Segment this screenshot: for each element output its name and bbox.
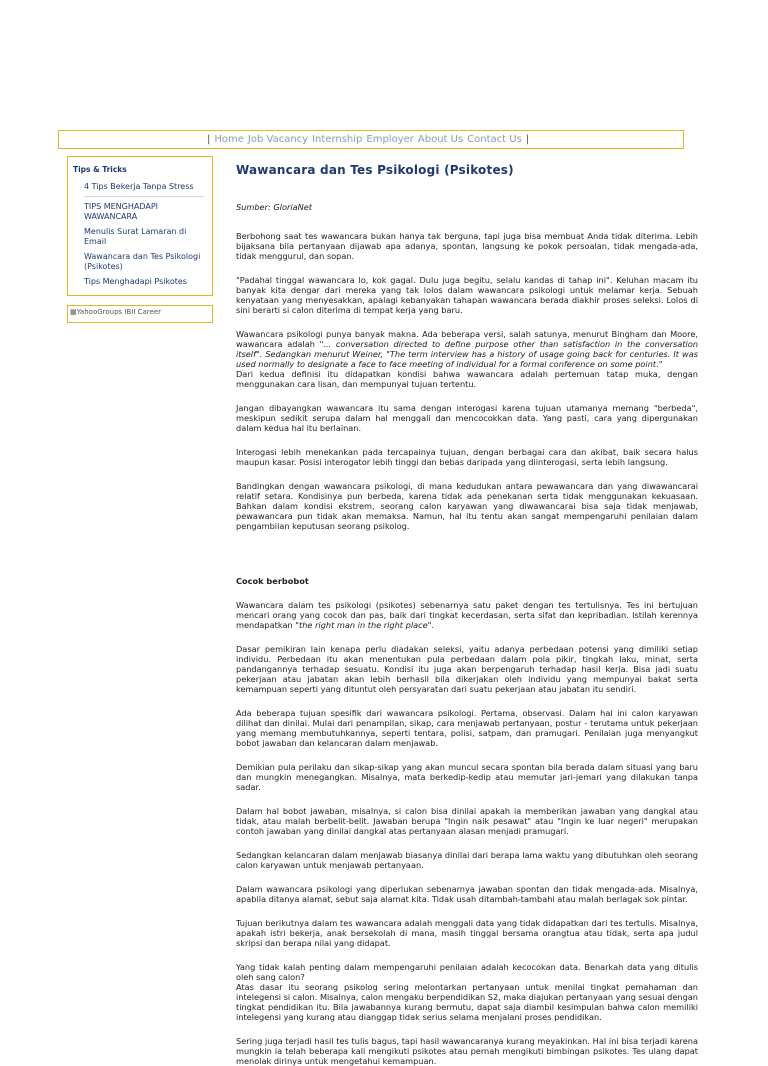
sidebar-tips-tricks	[67, 156, 213, 296]
text-span: Atas dasar itu seorang psikolog sering melontarkan pertanyaan untuk menilai tingkat pemahaman dan intelegensi si calon. Misalnya, calon mengaku berpendidikan S2, maka diajukan pertanyaan yang sesuai dengan tingkat pendidikan itu. Bila jawabannya kurang bermutu, dapat saja diambil kesimpulan bahwa calon memiliki intelegensi yang kurang atau dianggap tidak serius selama menjalani proses pendidikan.	[236, 982, 698, 1022]
yahoogroups-banner[interactable]	[67, 305, 213, 323]
sidebar-divider	[84, 196, 204, 197]
nav-link-about-us[interactable]: About Us	[417, 134, 464, 145]
article-paragraph: "Padahal tinggal wawancara lo, kok gagal. Dulu juga begitu, selalu kandas di tahap ini". Keluhan macam itu banyak kita dengar dari mereka yang tak lolos dalam wawancara psikologi untuk melamar kerja. Sebuah kenyataan yang menyesakkan, apalagi kebanyakan tahapan wawancara berada diakhir proses seleksi. Lolos di sini berarti si calon diterima di tempat kerja yang baru.	[236, 275, 698, 315]
article-paragraph: Dasar pemikiran lain kenapa perlu diadakan seleksi, yaitu adanya perbedaan potensi yang dimiliki setiap individu. Perbedaan itu akan menentukan pula perbedaan dalam pola pikir, tingkah laku, minat, serta pandangannya terhadap sesuatu. Kondisi itu juga akan berpengaruh terhadap hasil kerja. Bisa jadi suatu pekerjaan atau jabatan akan lebih berhasil bila dikerjakan oleh individu yang mempunyai bakat serta kemampuan seperti yang dituntut oleh persyaratan dari suatu pekerjaan atau jabatan itu sendiri.	[236, 644, 698, 694]
banner-alt-text: YahooGroups IBII Career	[76, 308, 162, 316]
quote-italic: the right man in the right place	[299, 620, 428, 630]
article-paragraph: Bandingkan dengan wawancara psikologi, di mana kedudukan antara pewawancara dan yang diwawancarai relatif setara. Kondisinya pun berbeda, karena tidak ada penekanan serta tidak menggunakan kekuasaan. Bahkan dalam kondisi ekstrem, seorang calon karyawan yang diwawancarai bisa saja tidak menjawab, pewawancara pun tidak akan memaksa. Namun, hal itu tentu akan sangat mempengaruhi penilaian dalam pengambilan keputusan seorang psikolog.	[236, 481, 698, 531]
broken-image-icon: ▦	[70, 308, 77, 316]
text-span: ".	[427, 620, 435, 630]
text-span: Dari kedua definisi itu didapatkan kondisi bahwa wawancara adalah pertemuan tatap muka, dengan menggunakan cara lisan, dan mempunyai tujuan tertentu.	[236, 369, 698, 389]
article-source: Sumber: GloriaNet	[236, 202, 312, 212]
article	[236, 165, 698, 1066]
nav-link-employer[interactable]: Employer	[366, 134, 414, 145]
nav-divider: |	[207, 134, 211, 145]
nav-link-home[interactable]: Home	[214, 134, 244, 145]
article-paragraph: Ada beberapa tujuan spesifik dari wawancara psikologi. Pertama, observasi. Dalam hal ini calon karyawan dilihat dan dinilai. Mulai dari penampilan, sikap, cara menjawab pertanyaan, postur - terutama untuk pekerjaan yang memang membutuhkannya, seperti tentara, polisi, satpam, dan pramugari. Penilaian juga menyangkut bobot jawaban dan kelancaran dalam menjawab.	[236, 708, 698, 748]
article-paragraph: Interogasi lebih menekankan pada tercapainya tujuan, dengan berbagai cara dan akibat, baik secara halus maupun kasar. Posisi interogator lebih tinggi dan bebas daripada yang diinterogasi, serta lebih langsung.	[236, 447, 698, 467]
nav-link-contact-us[interactable]: Contact Us	[467, 134, 522, 145]
article-subheading: Cocok berbobot	[236, 576, 309, 586]
sidebar-item-4-tips[interactable]: 4 Tips Bekerja Tanpa Stress	[84, 182, 194, 191]
text-span: Wawancara dalam tes psikologi (psikotes) sebenarnya satu paket dengan tes tertulisnya. Tes ini bertujuan mencari orang yang cocok dan pas, baik dari tingkat kecerdasan, serta sifat dan kepribadian. Istilah kerennya mendapatkan "	[236, 600, 698, 630]
article-paragraph: Dalam wawancara psikologi yang diperlukan sebenarnya jawaban spontan dan tidak mengada-ada. Misalnya, apabila ditanya alamat, sebut saja alamat kita. Tidak usah ditambah-tambahi atau malah berlagak sok pintar.	[236, 884, 698, 904]
article-paragraph: Berbohong saat tes wawancara bukan hanya tak berguna, tapi juga bisa membuat Anda tidak diterima. Lebih bijaksana bila pertanyaan dijawab apa adanya, spontan, langsung ke pokok persoalan, tidak mengada-ada, tidak menggurui, dan sopan.	[236, 231, 698, 261]
top-navigation-bar	[58, 130, 684, 149]
sidebar-item-surat-lamaran[interactable]: Menulis Surat Lamaran di Email	[84, 227, 187, 246]
article-paragraph: Demikian pula perilaku dan sikap-sikap yang akan muncul secara spontan bila berada dalam situasi yang baru dan mungkin menegangkan. Misalnya, mata berkedip-kedip atau memutar jari-jemari yang dilakukan tanpa sadar.	[236, 762, 698, 792]
nav-link-job-vacancy[interactable]: Job Vacancy	[247, 134, 309, 145]
article-paragraph: Dalam hal bobot jawaban, misalnya, si calon bisa dinilai apakah ia memberikan jawaban yang dangkal atau tidak, atau malah berbelit-belit. Jawaban berupa "Ingin naik pesawat" atau "Ingin ke luar negeri" merupakan contoh jawaban yang dinilai dangkal atas pertanyaan alasan menjadi pramugari.	[236, 806, 698, 836]
nav-divider: |	[525, 134, 530, 145]
article-paragraph	[236, 329, 698, 389]
article-paragraph: Sering juga terjadi hasil tes tulis bagus, tapi hasil wawancaranya kurang meyakinkan. Hal ini bisa terjadi karena mungkin ia telah beberapa kali mengikuti psikotes atau pernah mengikuti bimbingan psikotes. Tes ulang dapat menolak dirinya untuk mengetahui kemampuan.	[236, 1036, 698, 1066]
sidebar-item-tips-wawancara[interactable]: TIPS MENGHADAPI WAWANCARA	[84, 202, 158, 221]
quote-italic: ... conversation directed to define purpose other than satisfaction in the conversation itself". Sedangkan menurut Weiner, "The term interview has a history of usage going back for centuries. It was used normally to designate a face to face meeting of individual for a formal conference on some point	[236, 339, 699, 369]
article-paragraph	[236, 600, 698, 630]
text-span: Wawancara psikologi punya banyak makna. Ada beberapa versi, salah satunya, menurut Bingham dan Moore, wawancara adalah "	[236, 329, 698, 349]
article-paragraph: Sedangkan kelancaran dalam menjawab biasanya dinilai dari berapa lama waktu yang dibutuhkan oleh seorang calon karyawan untuk menjawab pertanyaan.	[236, 850, 698, 870]
article-paragraph: Jangan dibayangkan wawancara itu sama dengan interogasi karena tujuan utamanya memang "berbeda", meskipun sedikit serupa dalam hal menggali dan mencocokkan data. Yang pasti, cara yang dipergunakan dalam kedua hal itu berlainan.	[236, 403, 698, 433]
sidebar-heading: Tips & Tricks	[73, 165, 127, 174]
sidebar-item-tips-psikotes[interactable]: Tips Menghadapi Psikotes	[84, 277, 187, 286]
text-span: ."	[656, 359, 663, 369]
article-paragraph	[236, 962, 698, 1022]
nav-link-internship[interactable]: Internship	[312, 134, 363, 145]
sidebar-item-wawancara-psikotes[interactable]: Wawancara dan Tes Psikologi (Psikotes)	[84, 252, 201, 271]
text-span: Yang tidak kalah penting dalam mempengaruhi penilaian adalah kecocokan data. Benarkah data yang ditulis oleh sang calon?	[236, 962, 698, 982]
article-title: Wawancara dan Tes Psikologi (Psikotes)	[236, 163, 514, 177]
article-paragraph: Tujuan berikutnya dalam tes wawancara adalah menggali data yang tidak didapatkan dari tes tertulis. Misalnya, apakah istri bekerja, anak bersekolah di mana, masih tinggal bersama orangtua atau tidak, serta apa judul skripsi dan berapa nilai yang didapat.	[236, 918, 698, 948]
